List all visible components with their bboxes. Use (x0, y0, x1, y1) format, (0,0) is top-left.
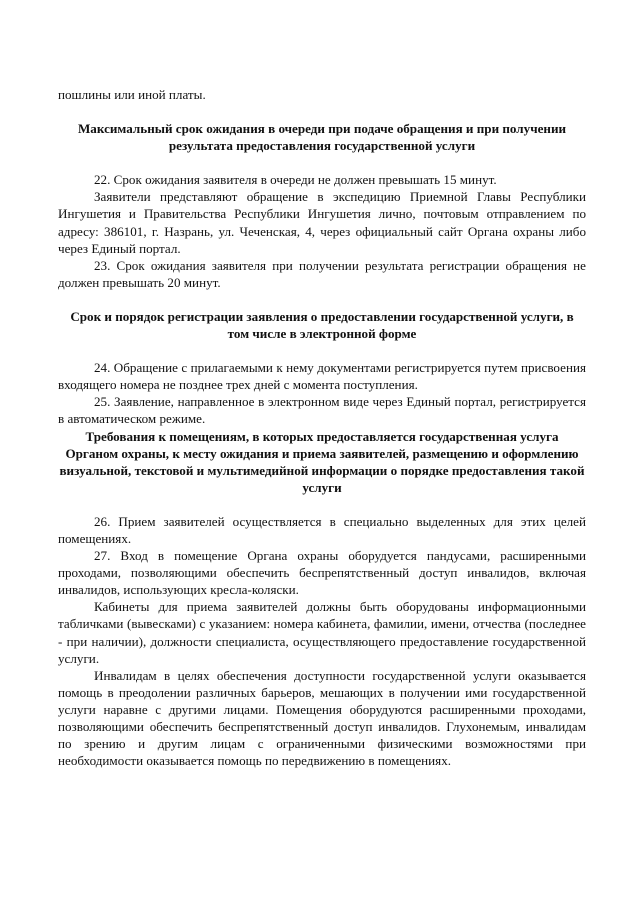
paragraph-27-disabled-access: Инвалидам в целях обеспечения доступности государственной услуги оказывается помощь в преодолении различных барьеров, мешающих в получении ими государственной услуги наравне с другими лицами. Помещения оборудуются расширенными проходами, позволяющими обеспечить беспрепятственный доступ инвалидов. Глухонемым, инвалидам по зрению и другим лицам с ограниченными физическими возможностями при необходимости оказывается помощь по передвижению в помещениях. (58, 667, 586, 769)
paragraph-24: 24. Обращение с прилагаемыми к нему документами регистрируется путем присвоения входящего номера не позднее трех дней с момента поступления. (58, 360, 586, 393)
paragraph-continuation: пошлины или иной платы. (58, 87, 206, 102)
paragraph-27-cabinets: Кабинеты для приема заявителей должны быть оборудованы информационными табличками (вывесками) с указанием: номера кабинета, фамилии, имени, отчества (последнее - при наличии), должности специалиста, осуществляющего предоставление государственной услуги. (58, 599, 586, 666)
heading-max-wait-time: Максимальный срок ожидания в очереди при подаче обращения и при получении результата предоставления государственной услуги (77, 121, 567, 154)
heading-premises-requirements: Требования к помещениям, в которых предоставляется государственная услуга Органом охраны, к месту ожидания и приема заявителей, размещению и оформлению визуальной, текстовой и мультимедийной информации о порядке предоставления такой услуги (59, 428, 585, 495)
paragraph-22-submission: Заявители представляют обращение в экспедицию Приемной Главы Республики Ингушетия и Правительства Республики Ингушетия лично, почтовым отправлением по адресу: 386101, г. Назрань, ул. Чеченская, 4, через официальный сайт Органа охраны либо через Единый портал. (58, 189, 586, 256)
paragraph-27: 27. Вход в помещение Органа охраны оборудуется пандусами, расширенными проходами, позволяющими обеспечить беспрепятственный доступ инвалидов, включая инвалидов, использующих кресла-коляски. (58, 548, 586, 598)
paragraph-26: 26. Прием заявителей осуществляется в специально выделенных для этих целей помещениях. (58, 513, 586, 546)
heading-registration: Срок и порядок регистрации заявления о предоставлении государственной услуги, в том числе в электронной форме (70, 308, 574, 342)
paragraph-22: 22. Срок ожидания заявителя в очереди не должен превышать 15 минут. (94, 172, 497, 188)
document-page (58, 86, 586, 769)
paragraph-23: 23. Срок ожидания заявителя при получении результата регистрации обращения не должен превышать 20 минут. (58, 257, 586, 290)
paragraph-25: 25. Заявление, направленное в электронном виде через Единый портал, регистрируется в автоматическом режиме. (58, 394, 586, 427)
